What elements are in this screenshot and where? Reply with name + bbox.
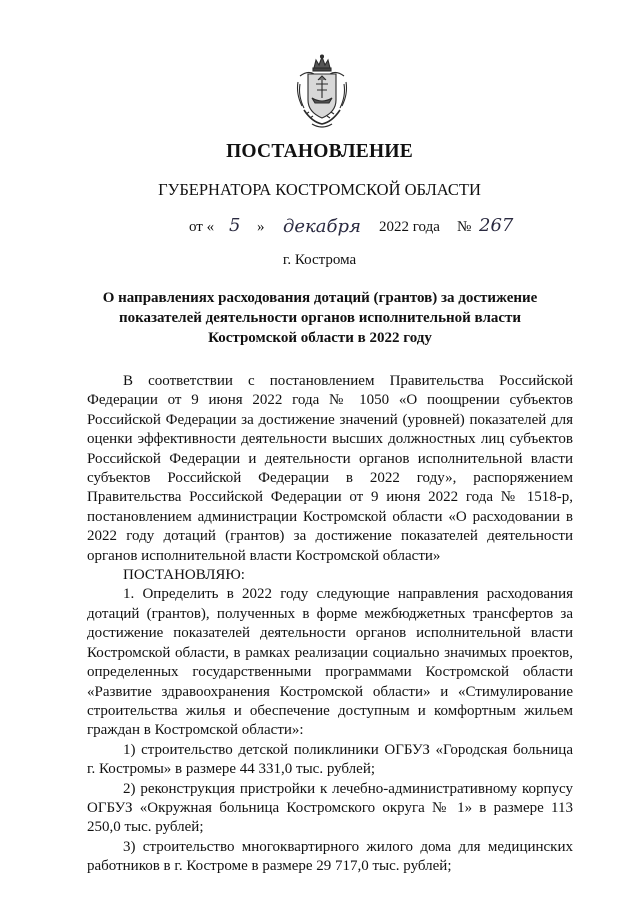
date-line bbox=[189, 215, 529, 241]
list-item: 1) строительство детской поликлиники ОГБУЗ «Городская больница г. Костромы» в размере 44 331,0 тыс. рублей; bbox=[87, 741, 573, 778]
document-title: ПОСТАНОВЛЕНИЕ bbox=[226, 141, 413, 162]
city-line: г. Кострома bbox=[282, 252, 357, 268]
date-day-handwritten: 5 bbox=[229, 215, 241, 236]
date-quote-close: » bbox=[257, 219, 265, 235]
list-item: 3) строительство многоквартирного жилого дома для медицинских работников в г. Костроме в размере 29 717,0 тыс. рублей; bbox=[87, 838, 573, 875]
decree-number-handwritten: 267 bbox=[479, 215, 514, 236]
document-body bbox=[87, 372, 573, 877]
number-sign: № bbox=[457, 219, 472, 235]
preamble-paragraph: В соответствии с постановлением Правительства Российской Федерации от 9 июня 2022 года № 1050 «О поощрении субъектов Российской Федерации за достижение значений (уровней) показателей для оценки эффективности деятельности высших должностных лиц субъектов Российской Федерации и деятельности органов исполнительной власти субъектов Российской Федерации в 2022 году», распоряжением Правительства Российской Федерации от 9 июня 2022 года № 1518-р, постановлением администрации Костромской области «О расходовании в 2022 году дотаций (грантов) за достижение показателей деятельности органов исполнительной власти Костромской области» bbox=[87, 373, 573, 564]
issuer-subtitle: ГУБЕРНАТОРА КОСТРОМСКОЙ ОБЛАСТИ bbox=[158, 180, 481, 199]
decree-heading: О направлениях расходования дотаций (грантов) за достижение показателей деятельности органов исполнительной власти Костромской области в 2022 году bbox=[102, 290, 538, 346]
date-month-handwritten: декабря bbox=[283, 216, 361, 237]
coat-of-arms-icon bbox=[294, 54, 350, 130]
date-prefix: от « bbox=[189, 219, 215, 235]
list-item: 2) реконструкция пристройки к лечебно-административному корпусу ОГБУЗ «Окружная больница Костромского округа № 1» в размере 113 250,0 тыс. рублей; bbox=[87, 780, 573, 836]
date-year: 2022 года bbox=[379, 219, 440, 235]
resolve-line: ПОСТАНОВЛЯЮ: bbox=[123, 567, 245, 584]
clause-1-paragraph: 1. Определить в 2022 году следующие направления расходования дотаций (грантов), полученных в форме межбюджетных трансфертов за достижение показателей деятельности органов исполнительной власти Костромской области, в рамках реализации социально значимых проектов, определенных государственными программами Костромской области «Развитие здравоохранения Костромской области» и «Стимулирование строительства жилья и обеспечение доступным и комфортным жильем граждан в Костромской области»: bbox=[87, 586, 573, 739]
